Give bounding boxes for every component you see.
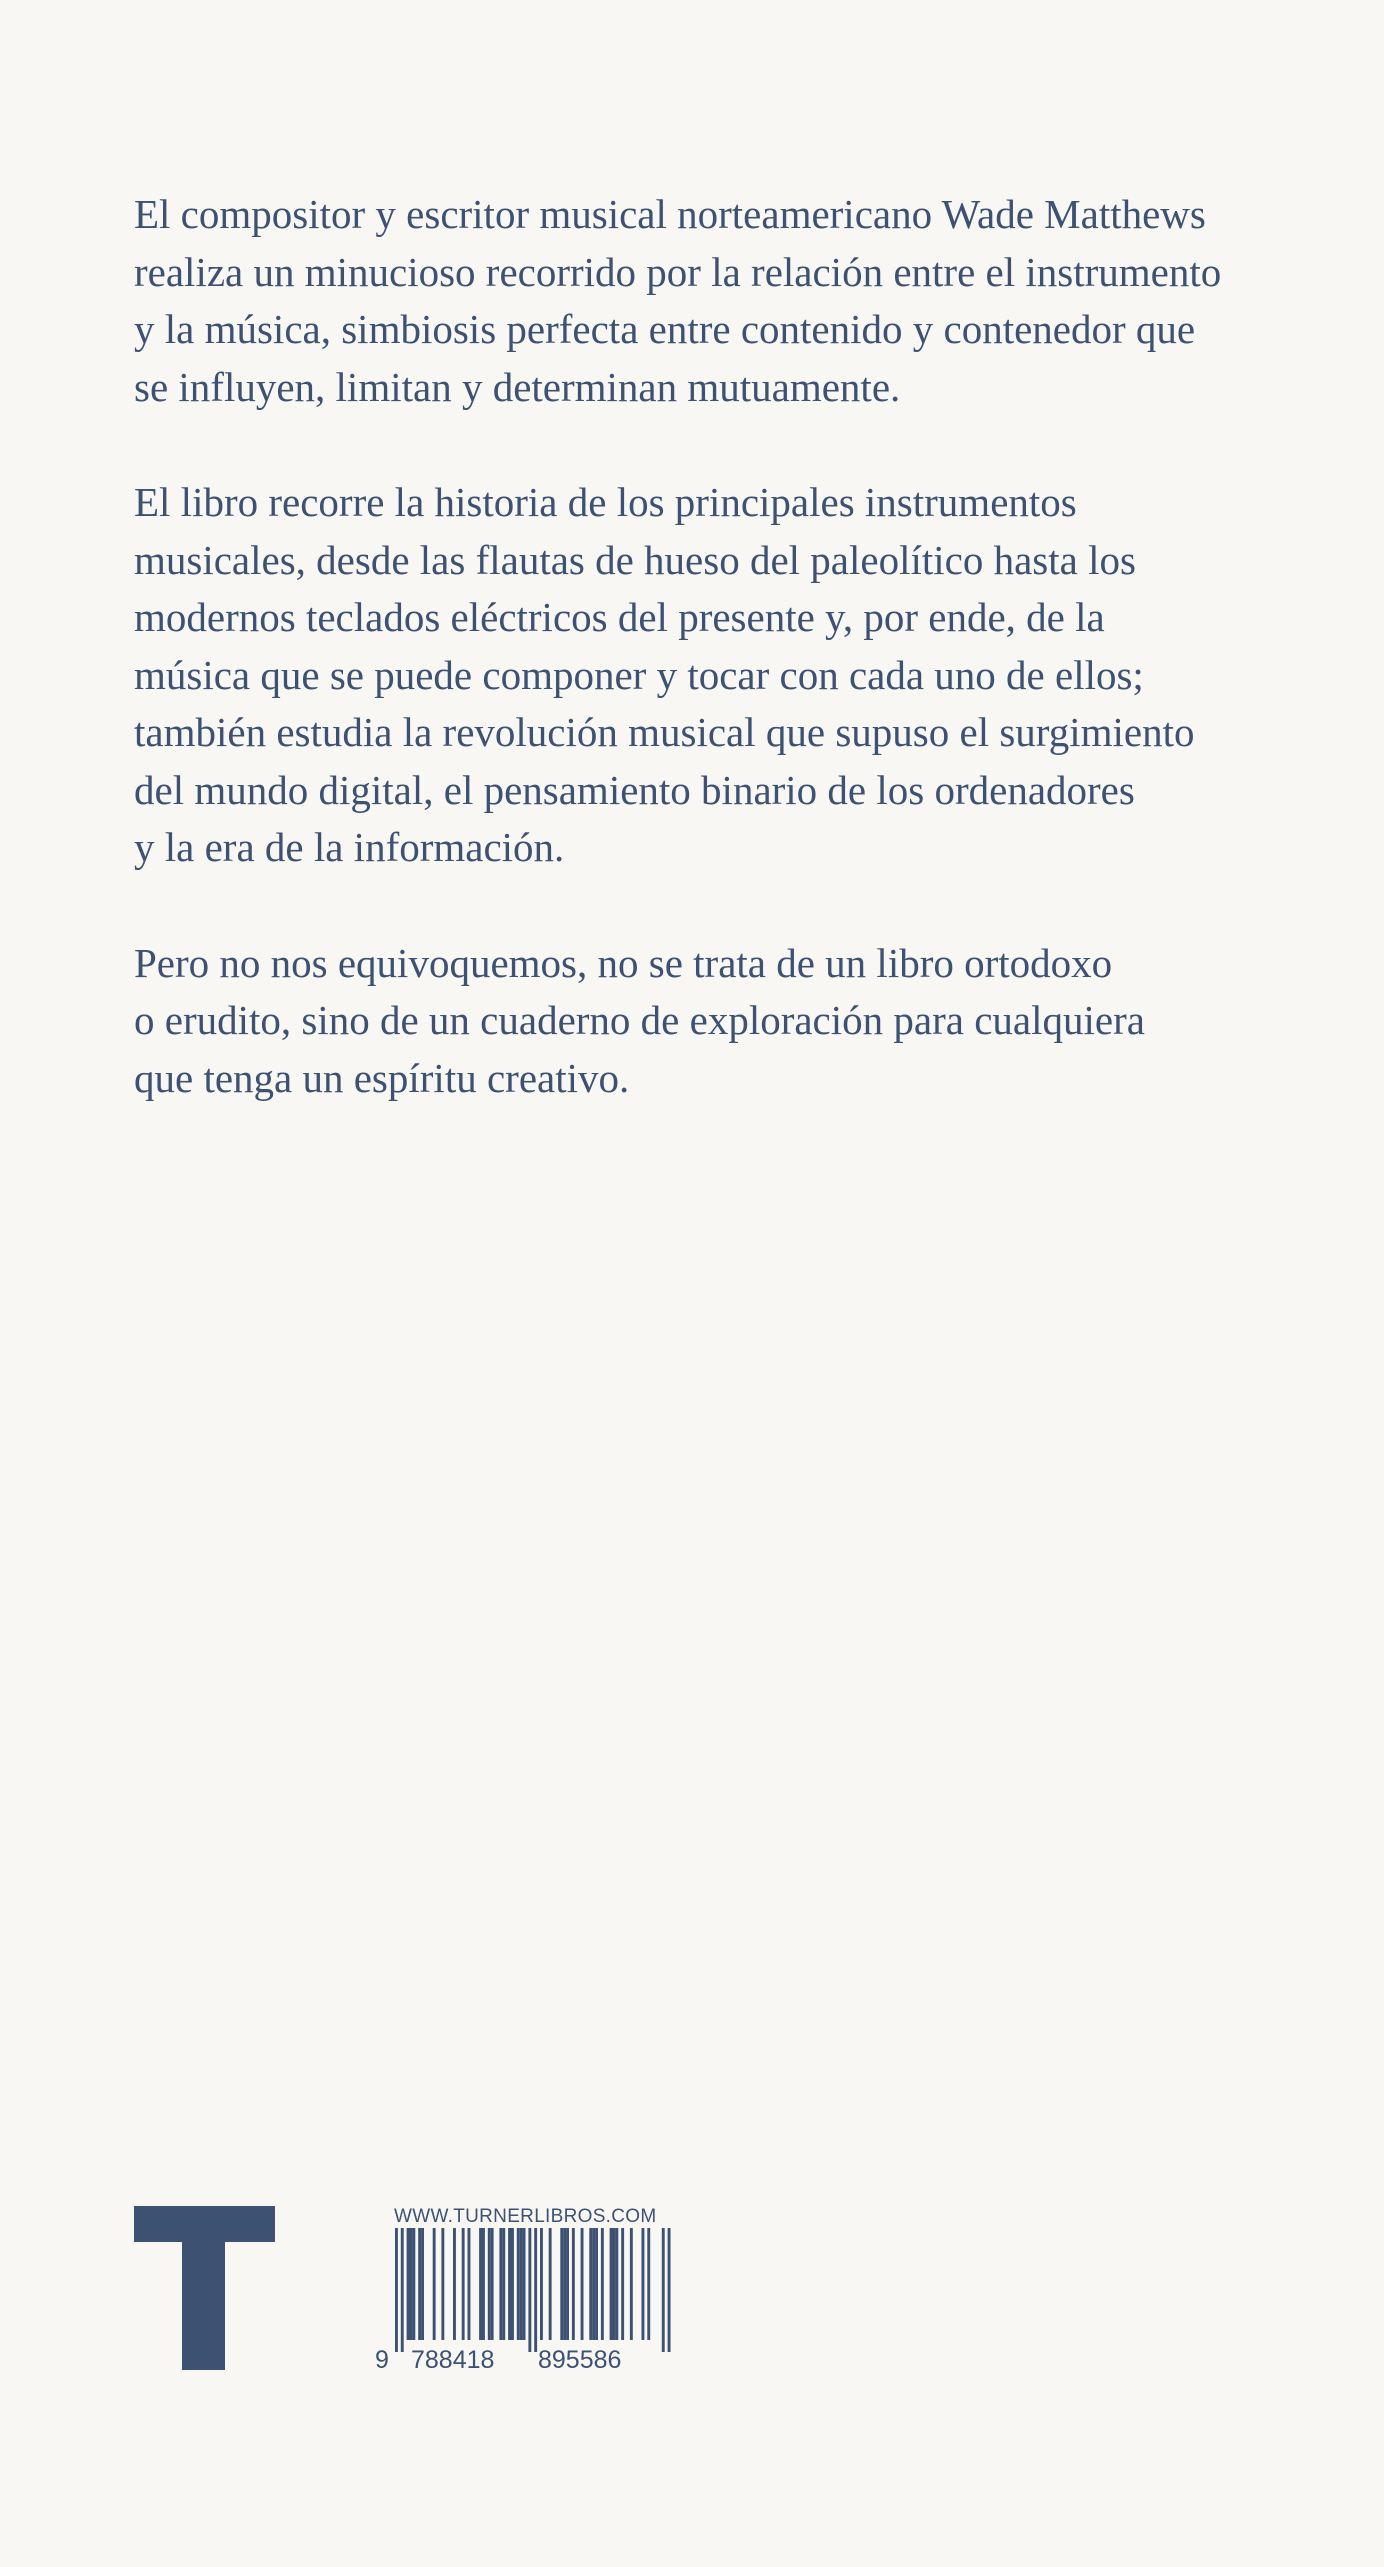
barcode-bar: [621, 2228, 624, 2340]
barcode-bar: [433, 2228, 436, 2340]
isbn-group-1: 788418: [411, 2346, 495, 2373]
isbn-group-2: 895586: [538, 2346, 622, 2373]
publisher-website: WWW.TURNERLIBROS.COM: [394, 2206, 657, 2227]
barcode-bar: [540, 2228, 543, 2340]
barcode-bar: [581, 2228, 584, 2340]
blurb-paragraph-2: [134, 474, 1314, 877]
barcode-bar: [534, 2228, 537, 2352]
barcode-bar: [572, 2228, 575, 2340]
text-line: realiza un minucioso recorrido por la relación entre el instrumento: [134, 248, 1222, 295]
text-line: El libro recorre la historia de los principales instrumentos: [134, 479, 1077, 525]
text-line: también estudia la revolución musical que supuso el surgimiento: [134, 709, 1195, 755]
barcode-bar: [482, 2228, 485, 2340]
text-line: música que se puede componer y tocar con cada uno de ellos;: [134, 651, 1144, 698]
barcode-bar: [401, 2228, 404, 2352]
barcode-bar: [528, 2228, 531, 2352]
barcode-bar: [523, 2228, 526, 2340]
barcode-bar: [647, 2228, 650, 2340]
text-line: que tenga un espíritu creativo.: [134, 1054, 630, 1101]
barcode-bar: [468, 2228, 471, 2340]
blurb-paragraph-1: [134, 186, 1314, 416]
isbn-barcode: [371, 2228, 681, 2373]
barcode-bar: [595, 2228, 598, 2340]
barcode-icon: [371, 2228, 681, 2373]
barcode-bar: [418, 2228, 421, 2340]
back-cover-blurb: [134, 186, 1314, 1165]
barcode-bar: [479, 2228, 482, 2340]
barcode-bar: [668, 2228, 671, 2352]
blurb-paragraph-3: [134, 935, 1314, 1108]
barcode-bar: [453, 2228, 456, 2340]
logo-stem: [182, 2206, 225, 2370]
barcode-bar: [566, 2228, 569, 2340]
barcode-bar: [601, 2228, 604, 2340]
barcode-bar: [488, 2228, 491, 2340]
turner-t-logo-icon: [134, 2206, 275, 2370]
text-line: del mundo digital, el pensamiento binario de los ordenadores: [134, 766, 1135, 813]
text-line: o erudito, sino de un cuaderno de exploración para cualquiera: [134, 997, 1145, 1043]
barcode-bar: [563, 2228, 566, 2340]
barcode-bar: [610, 2228, 613, 2340]
isbn-prefix: 9: [375, 2346, 389, 2373]
barcode-bar: [560, 2228, 563, 2340]
barcode-bar: [630, 2228, 633, 2340]
barcode-bar: [395, 2228, 398, 2352]
barcode-bar: [441, 2228, 444, 2340]
text-line: se influyen, limitan y determinan mutuamente.: [134, 363, 901, 410]
barcode-bar: [613, 2228, 616, 2340]
barcode-bar: [662, 2228, 665, 2352]
barcode-bar: [589, 2228, 592, 2340]
barcode-bar: [412, 2228, 415, 2340]
barcode-bar: [499, 2228, 502, 2340]
text-line: y la música, simbiosis perfecta entre contenido y contenedor que: [134, 306, 1196, 352]
barcode-bar: [421, 2228, 424, 2340]
barcode-bar: [491, 2228, 494, 2340]
barcode-bar: [642, 2228, 645, 2340]
text-line: y la era de la información.: [134, 824, 565, 870]
barcode-bar: [549, 2228, 552, 2340]
barcode-bar: [502, 2228, 505, 2340]
barcode-bar: [517, 2228, 520, 2340]
text-line: musicales, desde las flautas de hueso del paleolítico hasta los: [134, 536, 1136, 583]
barcode-bar: [407, 2228, 410, 2340]
text-line: Pero no nos equivoquemos, no se trata de un libro ortodoxo: [134, 939, 1113, 986]
text-line: modernos teclados eléctricos del presente y, por ende, de la: [134, 594, 1105, 640]
barcode-bar: [511, 2228, 514, 2340]
barcode-bar: [592, 2228, 595, 2340]
barcode-bar: [410, 2228, 413, 2340]
text-line: El compositor y escritor musical norteamericano Wade Matthews: [134, 191, 1206, 237]
barcode-bar: [520, 2228, 523, 2340]
barcode-bar: [508, 2228, 511, 2340]
barcode-bar: [615, 2228, 618, 2340]
barcode-bar: [462, 2228, 465, 2340]
